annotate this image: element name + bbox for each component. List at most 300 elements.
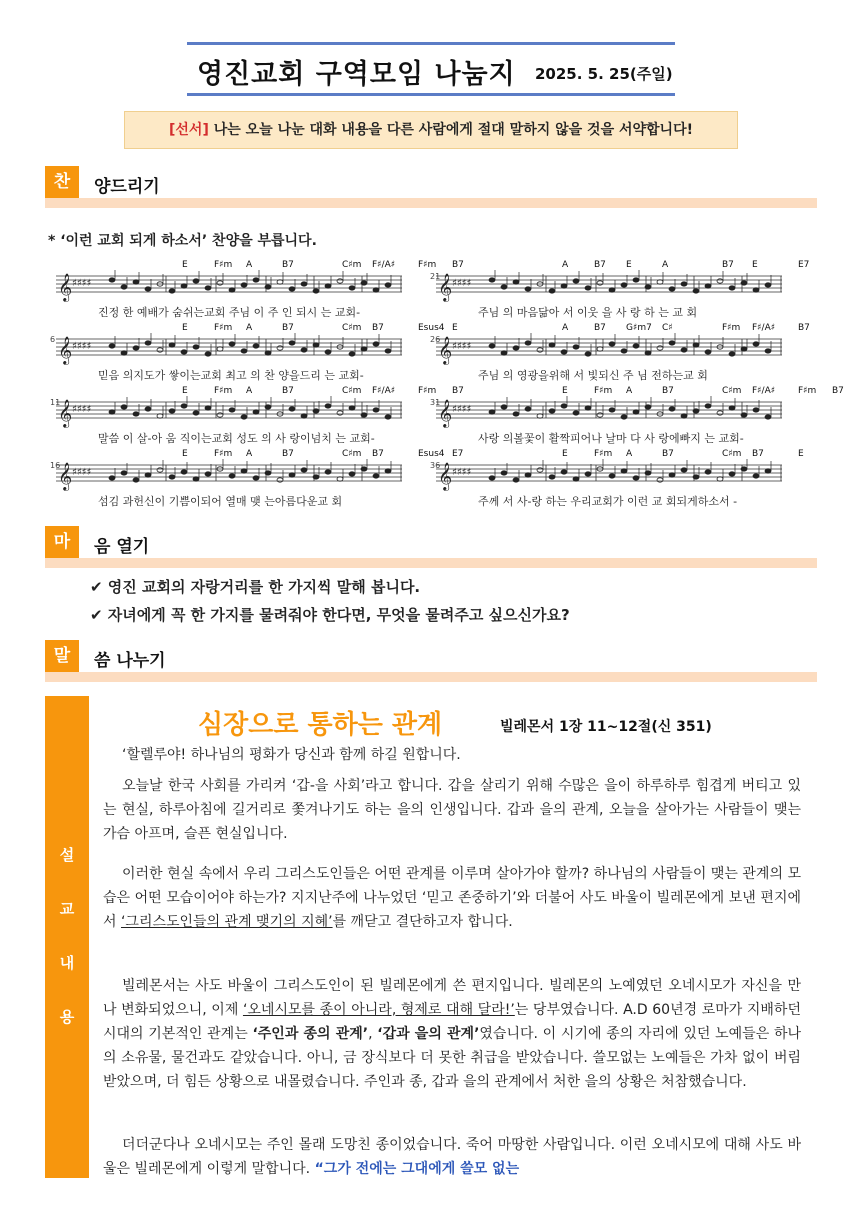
chord-symbol: E <box>752 260 758 270</box>
underlined-phrase: ‘그리스도인들의 관계 맺기의 지혜’ <box>120 914 333 930</box>
note-head <box>277 478 283 482</box>
note-head <box>301 414 307 418</box>
chord-symbol: F♯/A♯ <box>372 260 396 270</box>
note-head <box>133 412 139 416</box>
sermon-paragraph: ‘할렐루야! 하나님의 평화가 당신과 함께 하길 원합니다. <box>122 747 461 763</box>
measure-number: 31 <box>430 398 441 407</box>
note-head <box>753 474 759 478</box>
note-head <box>729 286 735 290</box>
note-head <box>693 289 699 293</box>
note-head <box>133 478 139 482</box>
chord-symbol: F♯m <box>418 260 437 270</box>
note-head <box>349 352 355 356</box>
measure-number: 6 <box>50 335 56 344</box>
note-head <box>337 279 343 283</box>
chord-symbol: A <box>662 260 669 270</box>
section-divider <box>45 558 817 568</box>
chord-symbol: B7 <box>282 323 294 333</box>
note-head <box>621 469 627 473</box>
note-head <box>537 348 543 352</box>
note-head <box>705 350 711 354</box>
document-header <box>187 42 675 96</box>
note-head <box>729 406 735 410</box>
note-head <box>525 341 531 345</box>
note-head <box>349 406 355 410</box>
note-head <box>217 347 223 351</box>
lyrics-line: 주님 의 마음닮아 서 이웃 을 사 랑 하 는 교 회 <box>478 306 698 319</box>
chord-symbol: E7 <box>798 260 810 270</box>
text-run: 는 당부였습니다. A.D 60년경 로마가 지배하던 시대의 기본적인 관계는 <box>103 1002 801 1042</box>
chord-symbol: B7 <box>594 323 606 333</box>
chord-symbol: F♯m <box>418 386 437 396</box>
note-head <box>133 346 139 350</box>
note-head <box>313 475 319 479</box>
note-head <box>537 468 543 472</box>
lyrics-line: 주께 서 사-랑 하는 우리교회가 이런 교 회되게하소서 - <box>478 495 738 508</box>
note-head <box>573 411 579 415</box>
text-run: 더더군다나 오네시모는 주인 몰래 도망친 종이었습니다. 죽어 마땅한 사람입니다. 이런 오네시모에 대해 사도 바울은 빌레몬에게 이렇게 말합니다. <box>103 1137 801 1177</box>
note-head <box>361 347 367 351</box>
note-head <box>753 408 759 412</box>
note-head <box>229 474 235 478</box>
quoted-scripture: “그가 전에는 그대에게 쓸모 없는 <box>314 1161 520 1177</box>
chord-symbol: E <box>182 323 188 333</box>
note-head <box>489 476 495 480</box>
note-head <box>693 409 699 413</box>
note-head <box>145 287 151 291</box>
note-head <box>229 408 235 412</box>
note-head <box>265 351 271 355</box>
note-head <box>525 407 531 411</box>
chord-symbol: F♯m <box>594 449 613 459</box>
chord-symbol: E <box>182 260 188 270</box>
text-run: , <box>368 1026 378 1042</box>
chord-symbol: B7 <box>452 260 464 270</box>
note-head <box>597 281 603 285</box>
note-head <box>657 280 663 284</box>
note-head <box>597 413 603 417</box>
note-head <box>253 344 259 348</box>
note-head <box>561 470 567 474</box>
note-head <box>109 344 115 348</box>
note-head <box>373 408 379 412</box>
note-head <box>109 410 115 414</box>
treble-clef-icon: 𝄞 <box>58 399 73 427</box>
lyrics-line: 말씀 이 살-아 움 직이는교회 성도 의 사 랑이넘치 는 교회- <box>98 432 375 445</box>
note-head <box>181 350 187 354</box>
note-head <box>669 287 675 291</box>
key-signature-icon: ♯♯♯♯ <box>452 278 472 289</box>
chord-symbol: G♯m7 <box>626 323 652 333</box>
chord-symbol: B7 <box>752 449 764 459</box>
chord-symbol: A <box>562 260 569 270</box>
note-head <box>109 278 115 282</box>
side-char: 설 <box>59 846 75 864</box>
note-head <box>229 342 235 346</box>
oath-tag: [선서] <box>169 122 209 138</box>
section-title-praise: 양드리기 <box>94 177 160 197</box>
note-head <box>681 468 687 472</box>
key-signature-icon: ♯♯♯♯ <box>452 341 472 352</box>
chord-symbol: E <box>182 449 188 459</box>
note-head <box>373 474 379 478</box>
chord-symbol: F♯m <box>214 260 233 270</box>
chord-symbol: C♯ <box>662 323 673 333</box>
note-head <box>501 351 507 355</box>
note-head <box>253 410 259 414</box>
note-head <box>109 476 115 480</box>
header-rule-top <box>187 42 675 45</box>
note-head <box>253 476 259 480</box>
treble-clef-icon: 𝄞 <box>438 399 453 427</box>
note-head <box>217 281 223 285</box>
section-title-word: 씀 나누기 <box>94 651 166 671</box>
note-head <box>157 468 163 472</box>
note-head <box>373 342 379 346</box>
note-head <box>621 415 627 419</box>
sermon-paragraph <box>103 974 801 1094</box>
oath-banner <box>124 111 738 149</box>
note-head <box>313 289 319 293</box>
note-head <box>633 410 639 414</box>
staff-line <box>430 386 844 450</box>
section-icon-word: 말 <box>45 640 79 672</box>
note-head <box>717 477 723 481</box>
chord-symbol: B7 <box>372 449 384 459</box>
note-head <box>193 411 199 415</box>
chord-symbol: B7 <box>798 323 810 333</box>
chord-symbol: B7 <box>282 260 294 270</box>
note-head <box>585 352 591 356</box>
note-head <box>349 472 355 476</box>
note-head <box>301 282 307 286</box>
note-head <box>121 471 127 475</box>
note-head <box>633 476 639 480</box>
note-head <box>561 284 567 288</box>
note-head <box>169 409 175 413</box>
music-staff <box>436 396 782 430</box>
note-head <box>265 285 271 289</box>
note-head <box>289 473 295 477</box>
chord-symbol: F♯m <box>214 449 233 459</box>
chord-symbol: C♯m <box>722 449 742 459</box>
note-head <box>385 349 391 353</box>
chord-symbol: B7 <box>662 386 674 396</box>
note-head <box>373 288 379 292</box>
note-head <box>621 349 627 353</box>
note-head <box>361 413 367 417</box>
note-head <box>681 414 687 418</box>
sermon-paragraph: 오늘날 한국 사회를 가리켜 ‘갑-을 사회’라고 합니다. 갑을 살리기 위해 수많은 을이 하루하루 힘겹게 버티고 있는 현실, 하루아침에 길거리로 쫓겨나기도 하는 을의 인생입니다. 갑과 을의 관계, 오늘을 살아가는 사람들이 맺는 가슴 아프며, 슬픈 현실입니다. <box>103 778 801 842</box>
treble-clef-icon: 𝄞 <box>438 336 453 364</box>
note-head <box>741 413 747 417</box>
treble-clef-icon: 𝄞 <box>438 273 453 301</box>
note-head <box>253 278 259 282</box>
side-char: 내 <box>59 954 75 972</box>
lyrics-line: 사랑 의볼꽃이 활짝피어나 날마 다 사 랑에빠지 는 교회- <box>478 432 744 445</box>
treble-clef-icon: 𝄞 <box>58 462 73 490</box>
sermon-paragraph <box>103 1133 801 1181</box>
treble-clef-icon: 𝄞 <box>438 462 453 490</box>
note-head <box>573 279 579 283</box>
lyrics-line: 주님 의 영광을위해 서 빛되신 주 님 전하는교 회 <box>478 369 708 382</box>
note-head <box>205 286 211 290</box>
lyrics-line: 진정 한 예배가 숨쉬는교회 주님 이 주 인 되시 는 교회- <box>98 306 361 319</box>
key-signature-icon: ♯♯♯♯ <box>72 467 92 478</box>
note-head <box>349 286 355 290</box>
note-head <box>669 407 675 411</box>
note-head <box>585 406 591 410</box>
chord-symbol: B7 <box>452 386 464 396</box>
music-staff <box>436 459 782 493</box>
opening-question-2: ✔ 자녀에게 꼭 한 가지를 물려줘야 한다면, 무엇을 물려주고 싶으신가요? <box>90 606 570 624</box>
note-head <box>169 289 175 293</box>
chord-symbol: A <box>246 449 253 459</box>
note-head <box>741 281 747 285</box>
note-head <box>277 280 283 284</box>
section-icon-opening: 마 <box>45 526 79 558</box>
note-head <box>145 341 151 345</box>
note-head <box>241 349 247 353</box>
note-head <box>361 281 367 285</box>
chord-symbol: A <box>246 386 253 396</box>
note-head <box>121 351 127 355</box>
note-head <box>513 478 519 482</box>
note-head <box>241 283 247 287</box>
note-head <box>717 411 723 415</box>
note-head <box>597 347 603 351</box>
note-head <box>489 344 495 348</box>
note-head <box>313 409 319 413</box>
key-signature-icon: ♯♯♯♯ <box>452 467 472 478</box>
note-head <box>193 477 199 481</box>
note-head <box>205 352 211 356</box>
note-head <box>169 343 175 347</box>
note-head <box>241 469 247 473</box>
measure-number: 21 <box>430 272 441 281</box>
music-staff <box>436 333 782 367</box>
header-rule-bottom <box>187 93 675 96</box>
chord-symbol: F♯/A♯ <box>752 323 776 333</box>
text-run: 를 깨닫고 결단하고자 합니다. <box>332 914 513 930</box>
note-head <box>337 411 343 415</box>
chord-symbol: C♯m <box>342 386 362 396</box>
chord-symbol: F♯m <box>594 386 613 396</box>
note-head <box>241 415 247 419</box>
note-head <box>765 469 771 473</box>
sermon-side-label <box>45 696 89 1178</box>
note-head <box>325 470 331 474</box>
key-signature-icon: ♯♯♯♯ <box>72 404 92 415</box>
chord-symbol: F♯m <box>798 386 817 396</box>
note-head <box>289 341 295 345</box>
note-head <box>301 348 307 352</box>
note-head <box>313 343 319 347</box>
note-head <box>561 404 567 408</box>
note-head <box>325 350 331 354</box>
chord-symbol: C♯m <box>342 323 362 333</box>
measure-number: 16 <box>50 461 61 470</box>
measure-number: 11 <box>50 398 61 407</box>
chord-symbol: E <box>562 449 568 459</box>
hymn-instruction: * ‘이런 교회 되게 하소서’ 찬양을 부릅니다. <box>48 233 317 249</box>
note-head <box>753 288 759 292</box>
note-head <box>157 414 163 418</box>
note-head <box>765 283 771 287</box>
note-head <box>765 349 771 353</box>
section-divider <box>45 198 817 208</box>
note-head <box>549 289 555 293</box>
note-head <box>633 278 639 282</box>
music-staff <box>56 459 402 493</box>
underlined-phrase: ‘오네시모를 종이 아니라, 형제로 대해 달라!’ <box>242 1002 515 1018</box>
note-head <box>385 415 391 419</box>
note-head <box>229 288 235 292</box>
note-head <box>205 472 211 476</box>
note-head <box>537 414 543 418</box>
note-head <box>265 405 271 409</box>
note-head <box>513 346 519 350</box>
key-signature-icon: ♯♯♯♯ <box>72 341 92 352</box>
note-head <box>657 478 663 482</box>
chord-symbol: A <box>626 386 633 396</box>
note-head <box>265 471 271 475</box>
measure-number: 36 <box>430 461 441 470</box>
lyrics-line: 믿음 의지도가 쌓이는교회 최고 의 찬 양을드리 는 교회- <box>98 369 364 382</box>
note-head <box>501 471 507 475</box>
note-head <box>121 405 127 409</box>
note-head <box>645 471 651 475</box>
note-head <box>609 342 615 346</box>
chord-symbol: F♯m <box>214 386 233 396</box>
note-head <box>549 475 555 479</box>
note-head <box>645 285 651 289</box>
note-head <box>301 468 307 472</box>
chord-symbol: E <box>626 260 632 270</box>
note-head <box>361 467 367 471</box>
chord-symbol: E <box>452 323 458 333</box>
chord-symbol: E7 <box>452 449 464 459</box>
note-head <box>277 346 283 350</box>
note-head <box>325 284 331 288</box>
note-head <box>513 280 519 284</box>
chord-symbol: B7 <box>372 323 384 333</box>
note-head <box>729 472 735 476</box>
music-staff <box>56 333 402 367</box>
key-signature-icon: ♯♯♯♯ <box>452 404 472 415</box>
note-head <box>609 288 615 292</box>
section-divider <box>45 672 817 682</box>
chord-symbol: F♯m <box>722 323 741 333</box>
chord-symbol: B7 <box>722 260 734 270</box>
chord-symbol: Esus4 <box>418 323 445 333</box>
sermon-paragraph <box>103 862 801 934</box>
chord-symbol: F♯m <box>214 323 233 333</box>
text-run: 였습니다. 이 시기에 종의 자리에 있던 노예들은 하나의 소유물, 물건과도 같았습니다. 아니, 금 장식보다 더 못한 취급을 받았습니다. 쓸모없는 노예들은 가차 없이 버림받았으며, 더 힘든 상황으로 내몰렸습니다. 주인과 종, 갑과 을의 관계에서 처한 을의 상황은 처참했습니다. <box>103 1026 802 1090</box>
music-staff <box>436 270 782 304</box>
note-head <box>145 473 151 477</box>
chord-symbol: C♯m <box>722 386 742 396</box>
note-head <box>645 351 651 355</box>
note-head <box>705 470 711 474</box>
document-date: 2025. 5. 25(주일) <box>535 65 673 83</box>
note-head <box>325 404 331 408</box>
note-head <box>573 477 579 481</box>
chord-symbol: B7 <box>282 386 294 396</box>
music-staff <box>56 270 402 304</box>
side-char: 교 <box>59 900 75 918</box>
note-head <box>289 407 295 411</box>
chord-symbol: F♯/A♯ <box>752 386 776 396</box>
scripture-reference: 빌레몬서 1장 11~12절(신 351) <box>500 719 712 735</box>
note-head <box>525 473 531 477</box>
chord-symbol: C♯m <box>342 449 362 459</box>
note-head <box>289 287 295 291</box>
measure-number: 26 <box>430 335 441 344</box>
note-head <box>585 472 591 476</box>
note-head <box>181 284 187 288</box>
chord-symbol: B7 <box>282 449 294 459</box>
note-head <box>705 284 711 288</box>
note-head <box>489 410 495 414</box>
note-head <box>549 409 555 413</box>
note-head <box>501 405 507 409</box>
music-staff <box>56 396 402 430</box>
note-head <box>337 477 343 481</box>
note-head <box>585 286 591 290</box>
chord-symbol: A <box>626 449 633 459</box>
note-head <box>681 282 687 286</box>
chord-symbol: A <box>562 323 569 333</box>
lyrics-line: 섬김 과헌신이 기쁨이되어 열매 맺 는아름다운교 회 <box>98 495 343 508</box>
note-head <box>525 287 531 291</box>
key-signature-icon: ♯♯♯♯ <box>72 278 92 289</box>
note-head <box>561 350 567 354</box>
note-head <box>501 285 507 289</box>
note-head <box>669 473 675 477</box>
chord-symbol: F♯/A♯ <box>372 386 396 396</box>
note-head <box>385 469 391 473</box>
chord-symbol: A <box>246 260 253 270</box>
note-head <box>205 406 211 410</box>
note-head <box>633 344 639 348</box>
chord-symbol: A <box>246 323 253 333</box>
opening-question-1: ✔ 영진 교회의 자랑거리를 한 가지씩 말해 봅니다. <box>90 578 421 596</box>
chord-symbol: E <box>182 386 188 396</box>
treble-clef-icon: 𝄞 <box>58 273 73 301</box>
oath-text: 나는 오늘 나눈 대화 내용을 다른 사람에게 절대 말하지 않을 것을 서약합니다! <box>208 122 693 138</box>
note-head <box>693 475 699 479</box>
note-head <box>609 408 615 412</box>
note-head <box>157 348 163 352</box>
note-head <box>741 467 747 471</box>
note-head <box>717 279 723 283</box>
chord-symbol: B7 <box>832 386 844 396</box>
note-head <box>489 278 495 282</box>
sermon-title: 심장으로 통하는 관계 <box>198 710 443 740</box>
treble-clef-icon: 𝄞 <box>58 336 73 364</box>
bold-phrase: ‘주인과 종의 관계’ <box>252 1026 369 1042</box>
note-head <box>753 342 759 346</box>
text-run: 빌레몬서는 사도 바울이 그리스도인이 된 빌레몬에게 쓴 편지입니다. 빌레몬의 노예였던 오네시모가 자신을 만나 변화되었으니, 이제 <box>103 978 801 1018</box>
chord-symbol: Esus4 <box>418 449 445 459</box>
note-head <box>669 341 675 345</box>
note-head <box>609 474 615 478</box>
note-head <box>645 405 651 409</box>
text-run: 이러한 현실 속에서 우리 그리스도인들은 어떤 관계를 이루며 살아가야 할까? 하나님의 사람들이 맺는 관계의 모습은 어떤 모습이어야 하는가? 지지난주에 나누었던 ‘믿고 존중하기’와 더불어 사도 바울이 빌레몬에게 보낸 편지에서 <box>103 866 801 930</box>
document-title: 영진교회 구역모임 나눔지 <box>197 59 516 90</box>
note-head <box>169 475 175 479</box>
